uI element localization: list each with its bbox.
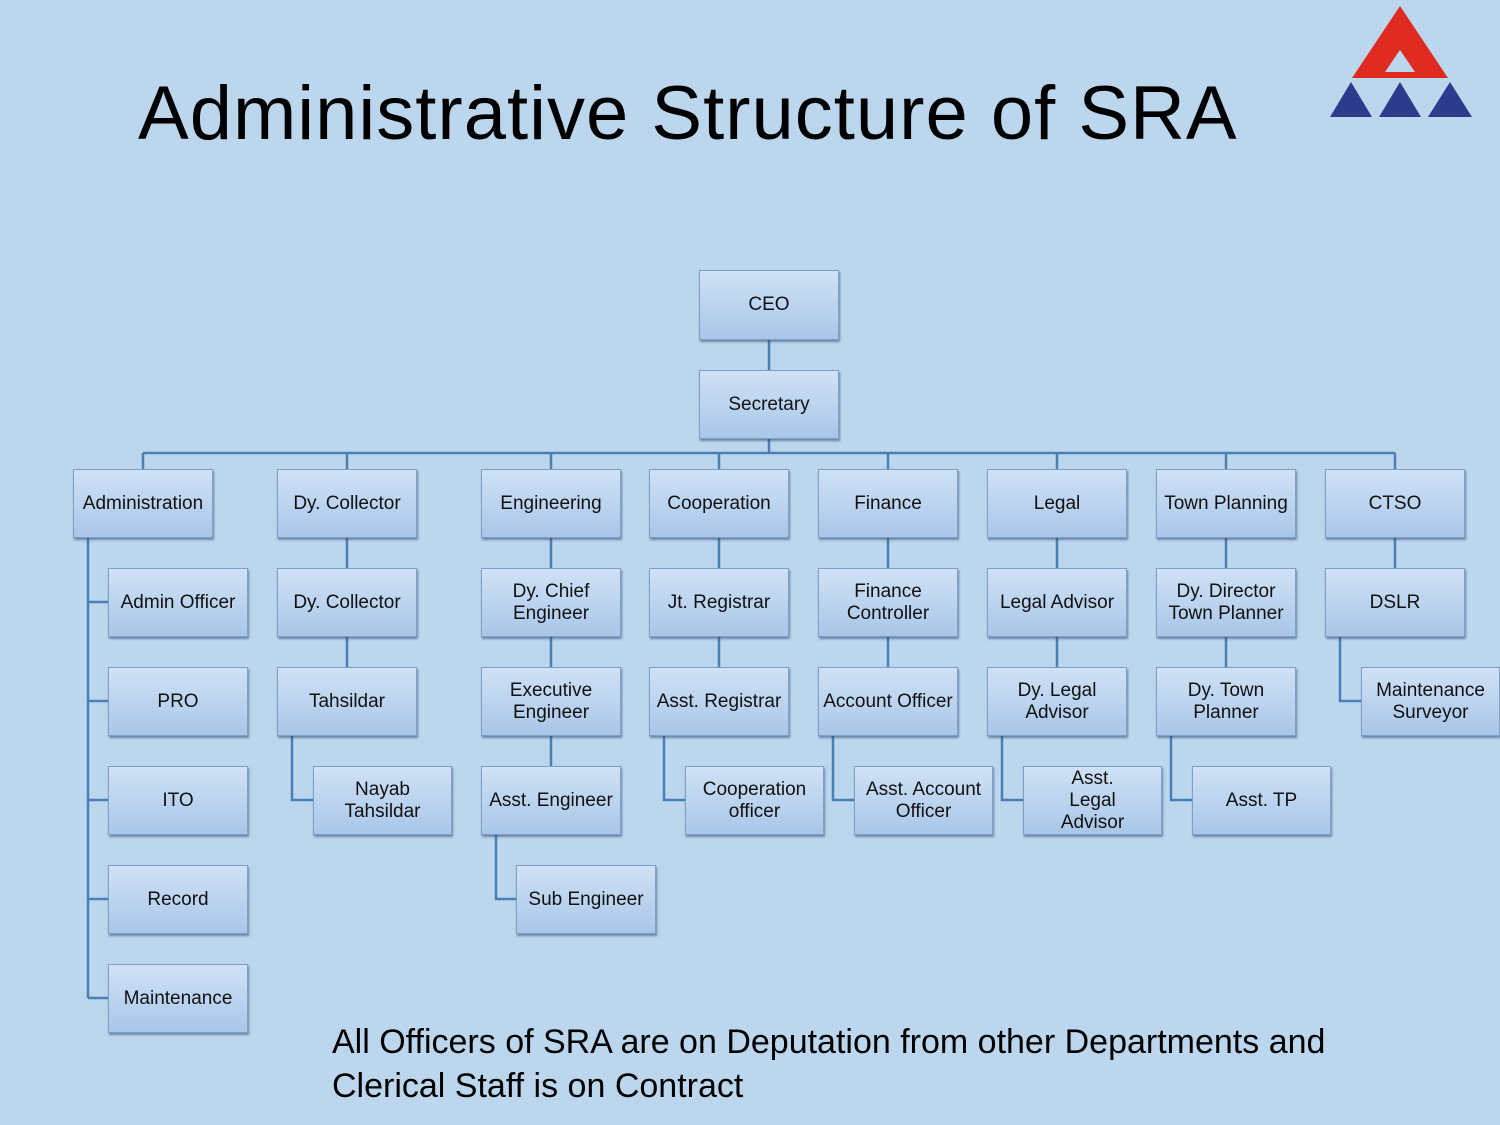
node-ito: ITO [108, 766, 248, 835]
node-ceo: CEO [699, 270, 839, 340]
node-finance-controller: Finance Controller [818, 568, 958, 637]
footer-line-1: All Officers of SRA are on Deputation from other Departments and [332, 1023, 1326, 1061]
node-account-officer: Account Officer [818, 667, 958, 736]
node-dept-finance: Finance [818, 469, 958, 538]
footer-line-2: Clerical Staff is on Contract [332, 1067, 744, 1105]
node-dept-ctso: CTSO [1325, 469, 1465, 538]
page-title: Administrative Structure of SRA [138, 71, 1238, 156]
node-dy-collector-sub: Dy. Collector [277, 568, 417, 637]
node-dept-legal: Legal [987, 469, 1127, 538]
node-pro: PRO [108, 667, 248, 736]
node-sub-engineer: Sub Engineer [516, 865, 656, 934]
node-nayab-tahsildar: Nayab Tahsildar [313, 766, 452, 835]
node-dslr: DSLR [1325, 568, 1465, 637]
node-dy-director-town-planner: Dy. Director Town Planner [1156, 568, 1296, 637]
node-maintenance-surveyor: Maintenance Surveyor [1361, 667, 1500, 736]
node-dept-cooperation: Cooperation [649, 469, 789, 538]
node-dept-town-planning: Town Planning [1156, 469, 1296, 538]
node-dept-engineering: Engineering [481, 469, 621, 538]
node-dy-town-planner: Dy. Town Planner [1156, 667, 1296, 736]
node-cooperation-officer: Cooperation officer [685, 766, 824, 835]
node-maintenance: Maintenance [108, 964, 248, 1033]
node-dy-chief-engineer: Dy. Chief Engineer [481, 568, 621, 637]
node-asst-account-officer: Asst. Account Officer [854, 766, 993, 835]
node-asst-engineer: Asst. Engineer [481, 766, 621, 835]
footer-note [332, 1020, 1325, 1108]
node-asst-registrar: Asst. Registrar [649, 667, 789, 736]
node-dept-dy-collector: Dy. Collector [277, 469, 417, 538]
node-secretary: Secretary [699, 370, 839, 439]
node-admin-officer: Admin Officer [108, 568, 248, 637]
node-asst-tp: Asst. TP [1192, 766, 1331, 835]
node-executive-engineer: Executive Engineer [481, 667, 621, 736]
node-legal-advisor: Legal Advisor [987, 568, 1127, 637]
node-asst-legal-advisor: Asst. Legal Advisor [1023, 766, 1162, 835]
node-dy-legal-advisor: Dy. Legal Advisor [987, 667, 1127, 736]
node-jt-registrar: Jt. Registrar [649, 568, 789, 637]
node-tahsildar: Tahsildar [277, 667, 417, 736]
node-record: Record [108, 865, 248, 934]
node-dept-administration: Administration [73, 469, 213, 538]
